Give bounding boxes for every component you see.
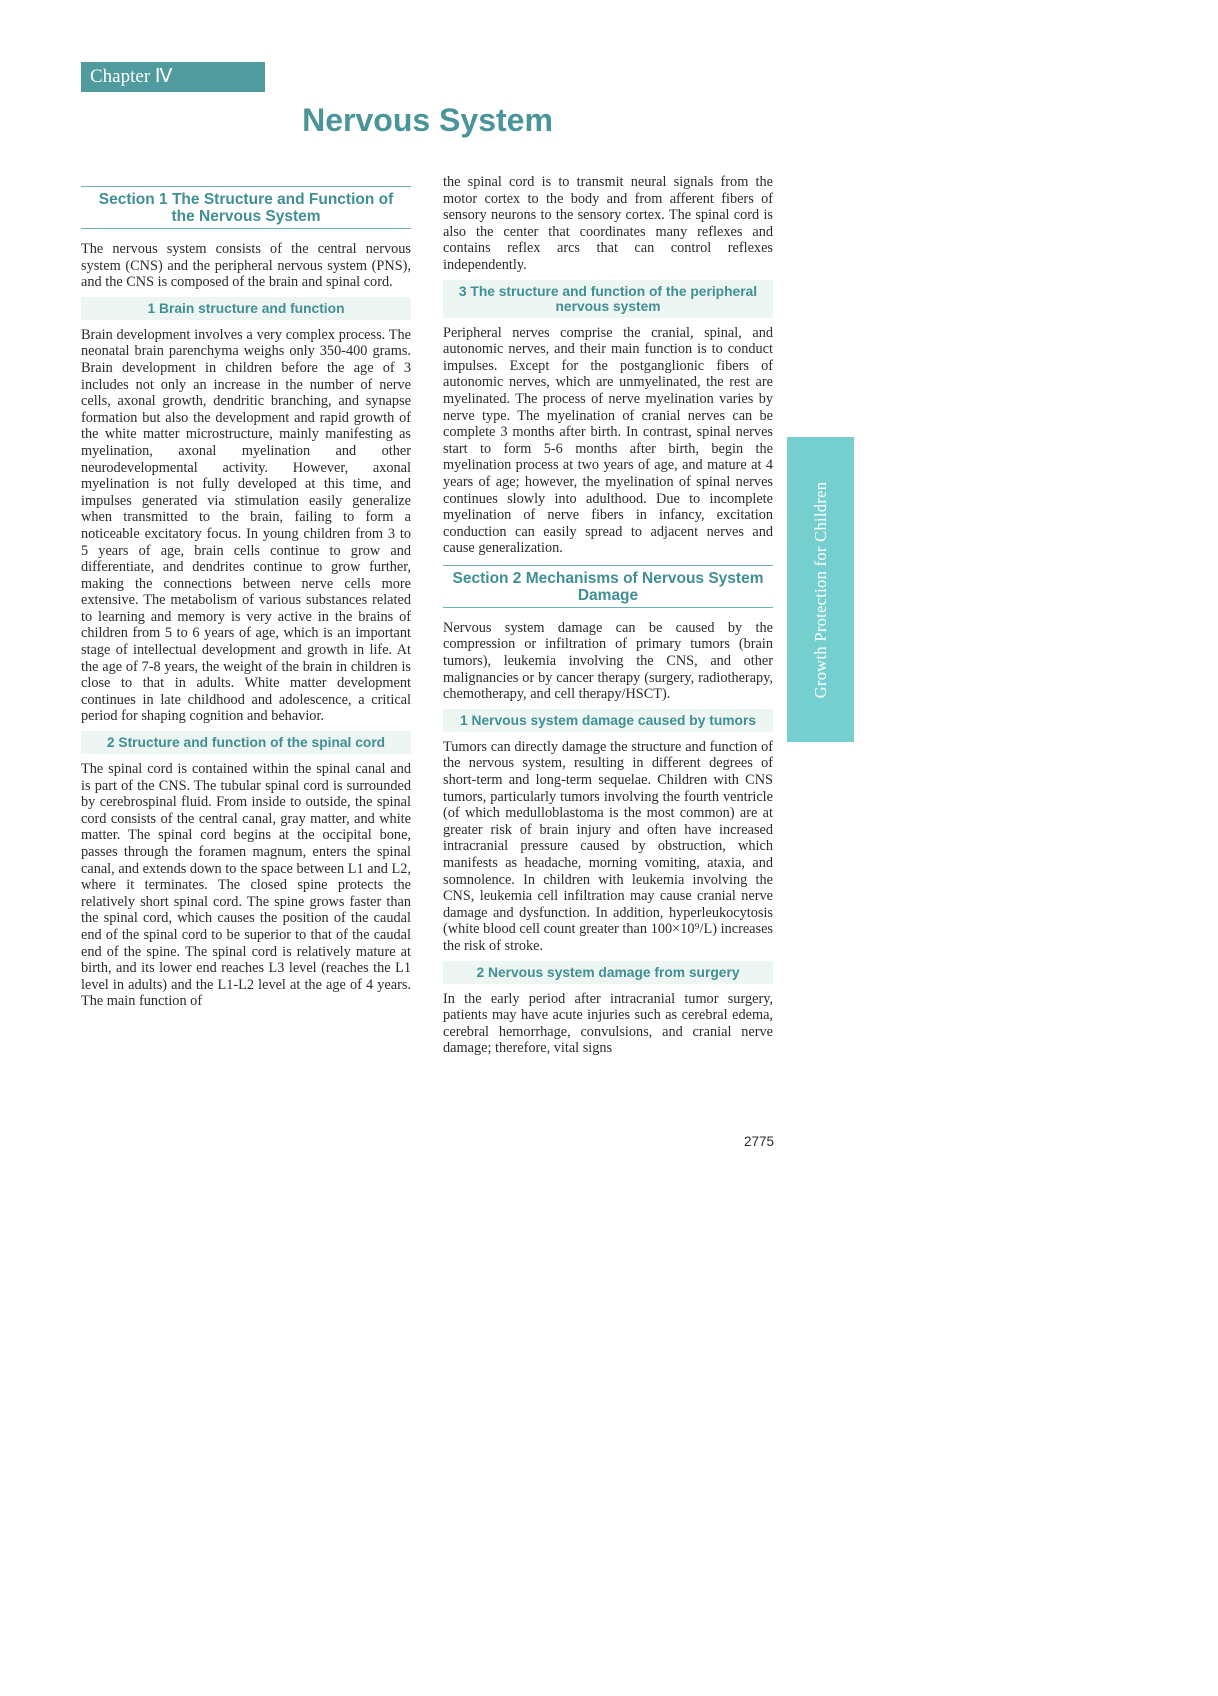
side-tab-label: Growth Protection for Children xyxy=(810,481,830,698)
section-heading-2: Section 2 Mechanisms of Nervous System Damage xyxy=(443,565,773,608)
spinal-cord-paragraph: The spinal cord is contained within the spinal canal and is part of the CNS. The tubular spinal cord is surrounded by cerebrospinal fluid. From inside to outside, the spinal cord consists of the central canal, gray matter, and white matter. The spinal cord begins at the occipital bone, passes through the foramen magnum, enters the spinal canal, and extends down to the space between L1 and L2, where it terminates. The closed spine protects the relatively short spinal cord. The spine grows faster than the spinal cord, which causes the position of the caudal end of the spinal cord to be superior to that of the caudal end of the spine. The spinal cord is relatively mature at birth, and its lower end reaches L3 level (reaches the L1 level in adults) and the L1-L2 level at the age of 4 years. The main function of xyxy=(81,761,411,1010)
subheading-damage-surgery: 2 Nervous system damage from surgery xyxy=(443,961,773,984)
section-heading-1: Section 1 The Structure and Function of the Nervous System xyxy=(81,186,411,229)
subheading-damage-tumors: 1 Nervous system damage caused by tumors xyxy=(443,709,773,732)
chapter-label: Chapter Ⅳ xyxy=(81,62,265,92)
peripheral-nervous-system-paragraph: Peripheral nerves comprise the cranial, spinal, and autonomic nerves, and their main function is to conduct impulses. Except for the postganglionic fibers of autonomic nerves, which are unmyelinated, the rest are myelinated. The process of nerve myelination varies by nerve type. The myelination of cranial nerves can be complete 3 months after birth. In contrast, spinal nerves start to form 5-6 months after birth, begin the myelination process at two years of age, and mature at 4 years of age; however, the myelination of spinal nerves continues slowly into adulthood. Due to incomplete myelination of nerve fibers in infancy, excitation conduction can easily spread to adjacent nerves and cause generalization. xyxy=(443,324,773,557)
spinal-cord-continuation-paragraph: the spinal cord is to transmit neural signals from the motor cortex to the body and from afferent fibers of sensory neurons to the sensory cortex. The spinal cord is also the center that coordinates many reflexes and contains reflex arcs that can control reflexes independently. xyxy=(443,174,773,273)
left-column xyxy=(81,186,411,1016)
damage-tumors-paragraph: Tumors can directly damage the structure and function of the nervous system, resulting in different degrees of short-term and long-term sequelae. Children with CNS tumors, particularly tumors involving the fourth ventricle (of which medulloblastoma is the most common) are at greater risk of brain injury and often have increased intracranial pressure caused by obstruction, which manifests as headache, morning vomiting, ataxia, and somnolence. In children with leukemia involving the CNS, leukemia cell infiltration may cause cranial nerve damage and dysfunction. In addition, hyperleukocytosis (white blood cell count greater than 100×10⁹/L) increases the risk of stroke. xyxy=(443,738,773,954)
chapter-title: Nervous System xyxy=(302,102,553,138)
subheading-spinal-cord: 2 Structure and function of the spinal cord xyxy=(81,731,411,754)
intro-paragraph: The nervous system consists of the central nervous system (CNS) and the peripheral nervous system (PNS), and the CNS is composed of the brain and spinal cord. xyxy=(81,241,411,291)
subheading-brain-structure: 1 Brain structure and function xyxy=(81,297,411,320)
subheading-peripheral-nervous-system: 3 The structure and function of the peripheral nervous system xyxy=(443,280,773,318)
page-number: 2775 xyxy=(743,1134,774,1149)
brain-structure-paragraph: Brain development involves a very complex process. The neonatal brain parenchyma weighs only 350-400 grams. Brain development in children before the age of 3 includes not only an increase in the number of nerve cells, axonal growth, dendritic branching, and synapse formation but also the development and rapid growth of the white matter microstructure, mainly manifesting as myelination, axonal myelination and other neurodevelopmental activity. However, axonal myelination is not fully developed at this time, and impulses generated via stimulation easily generalize when transmitted to the brain, failing to form a noticeable excitatory focus. In young children from 3 to 5 years of age, brain cells continue to grow and differentiate, and dendrites continue to grow further, making the connections between nerve cells more extensive. The metabolism of various substances related to learning and memory is very active in the brains of children from 5 to 6 years of age, which is an important stage of intellectual development and growth in life. At the age of 7-8 years, the weight of the brain in children is close to that in adults. White matter development continues in late childhood and adolescence, a critical period for shaping cognition and behavior. xyxy=(81,326,411,725)
damage-intro-paragraph: Nervous system damage can be caused by the compression or infiltration of primary tumors (brain tumors), leukemia involving the CNS, and other malignancies or by cancer therapy (surgery, radiotherapy, chemotherapy, and cell therapy/HSCT). xyxy=(443,619,773,703)
right-column xyxy=(443,174,773,1063)
damage-surgery-paragraph: In the early period after intracranial tumor surgery, patients may have acute injuries such as cerebral edema, cerebral hemorrhage, convulsions, and cranial nerve damage; therefore, vital signs xyxy=(443,990,773,1057)
side-tab xyxy=(787,437,854,742)
